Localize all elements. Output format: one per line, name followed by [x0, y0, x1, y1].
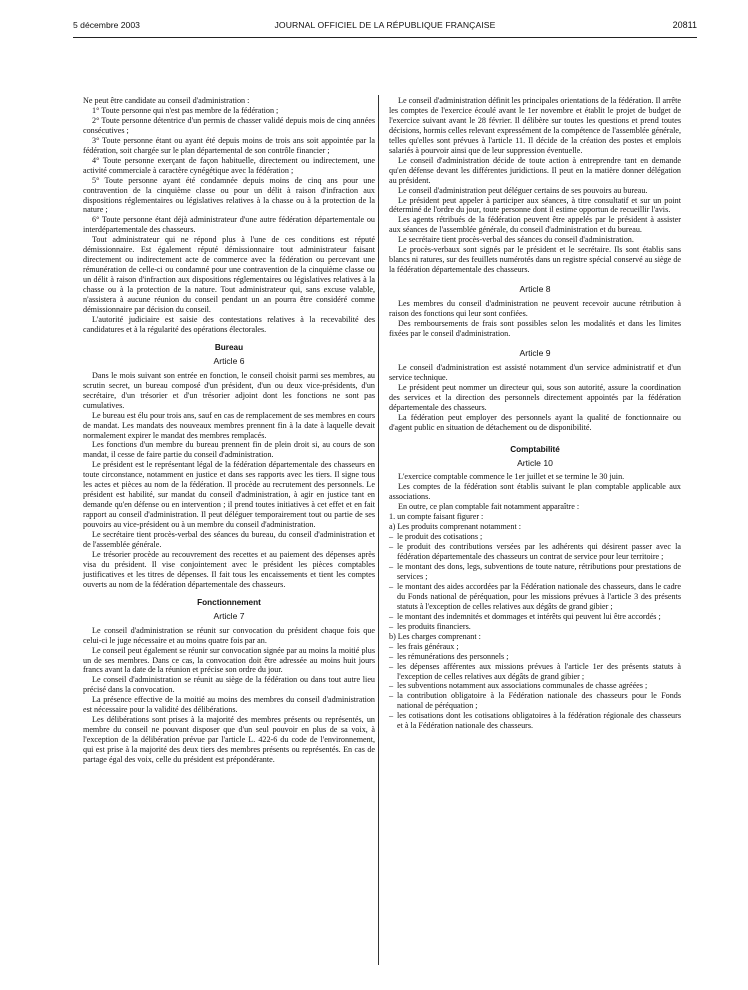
article-heading-9: Article 9: [519, 347, 551, 358]
paragraph: 4° Toute personne exerçant de façon habituelle, directement ou indirectement, une activité commerciale à caractère cynégétique avec la fédération ;: [83, 155, 375, 175]
article-heading-10: Article 10: [517, 457, 553, 468]
list-item: – les rémunérations des personnels ;: [389, 652, 681, 662]
list-item: – la contribution obligatoire à la Fédération nationale des chasseurs pour le Fonds national de péréquation ;: [389, 691, 681, 711]
paragraph: Le trésorier procède au recouvrement des recettes et au paiement des dépenses après visa du président. Il vise conjointement avec le président les pièces comptables justificatives et les titres de dépenses. Il fait tous les encaissements et tient les comptes ouverts au nom de la fédération départementale des chasseurs.: [83, 549, 375, 589]
paragraph: Le secrétaire tient procès-verbal des séances du bureau, du conseil d'administration et de l'assemblée générale.: [83, 530, 375, 549]
list-item: – le montant des indemnités et dommages et intérêts qui peuvent lui être accordés ;: [389, 612, 681, 622]
paragraph: Le président est le représentant légal de la fédération départementale des chasseurs en toute circonstance, notamment en justice et dans ses rapports avec les tiers. Il signe tous les actes et pièces au nom de la fédération. Il procède au recrutement des personnels. Le président est habilité, sur mandat du conseil d'administration, à agir en justice tant en demande qu'en défense ou en intervention ; il prend toutes initiatives à cet effet et en fait rapport au conseil d'administration. Il peut déléguer temporairement tout ou partie de ses pouvoirs au vice-président ou à un membre du conseil d'administration.: [83, 460, 375, 530]
paragraph: La présence effective de la moitié au moins des membres du conseil d'administration est nécessaire pour la validité des délibérations.: [83, 695, 375, 715]
list-item: – le produit des contributions versées par les adhérents qui désirent passer avec la fédération départementale des chasseurs un contrat de service pour leur territoire ;: [389, 542, 681, 562]
paragraph: Le bureau est élu pour trois ans, sauf en cas de remplacement de ses membres en cours de mandat. Les mandats des nouveaux membres prennent fin à la date à laquelle devait normalement expirer le mandat des membres remplacés.: [83, 410, 375, 440]
paragraph: Dans le mois suivant son entrée en fonction, le conseil choisit parmi ses membres, au scrutin secret, un bureau composé d'un président, d'un ou deux vice-présidents, d'un secrétaire, d'un trésorier et d'un trésorier adjoint dont les fonctions ne sont pas cumulatives.: [83, 370, 375, 410]
paragraph: Des remboursements de frais sont possibles selon les modalités et dans les limites fixées par le conseil d'administration.: [389, 319, 681, 338]
paragraph: Le président peut nommer un directeur qui, sous son autorité, assure la coordination des services et la direction des personnels directement appointés par la fédération départementale des chasseurs.: [389, 382, 681, 412]
header-title: JOURNAL OFFICIEL DE LA RÉPUBLIQUE FRANÇAISE: [274, 20, 496, 30]
article-heading-6: Article 6: [213, 355, 245, 366]
paragraph: L'autorité judiciaire est saisie des contestations relatives à la recevabilité des candidatures et à la régularité des opérations électorales.: [83, 314, 375, 334]
paragraph: Le conseil peut également se réunir sur convocation signée par au moins la moitié plus un de ses membres. Dans ce cas, la convocation doit être adressée au moins huit jours francs avant la date de la réunion et précise son ordre du jour.: [83, 645, 375, 675]
paragraph: Le président peut appeler à participer aux séances, à titre consultatif et sur un point déterminé de l'ordre du jour, toute personne dont il estime opportun de recueillir l'avis.: [389, 195, 681, 215]
list-item: – les cotisations dont les cotisations obligatoires à la fédération régionale des chasseurs et à la Fédération nationale des chasseurs.: [389, 711, 681, 731]
paragraph: Tout administrateur qui ne répond plus à l'une de ces conditions est réputé démissionnaire. Est également réputé démissionnaire tout administrateur faisant directement ou indirectement acte de commerce avec la fédération ou percevant une rémunération de celle-ci ou condamné pour une contravention de la cinquième classe ou un délit à raison d'infraction aux dispositions réglementaires ou législatives relatives à la chasse ou à la protection de la nature. Tout administrateur qui, sans excuse valable, n'assistera à aucune réunion du conseil pendant un an pourra être considéré comme démissionnaire par décision du conseil.: [83, 235, 375, 315]
list-item: – les dépenses afférentes aux missions prévues à l'article 1er des présents statuts à l'exception de celles relatives aux dégâts de grand gibier ;: [389, 662, 681, 682]
list-heading: a) Les produits comprenant notamment :: [389, 522, 521, 532]
paragraph: En outre, ce plan comptable fait notamment apparaître :: [398, 502, 580, 512]
paragraph: Le conseil d'administration peut déléguer certains de ses pouvoirs au bureau.: [398, 185, 648, 195]
paragraph: 5° Toute personne ayant été condamnée depuis moins de cinq ans pour une contravention de la cinquième classe ou pour un délit à raison d'infraction aux dispositions réglementaires ou législatives relatives à la chasse ou à la protection de la nature ;: [83, 175, 375, 215]
paragraph: Les comptes de la fédération sont établis suivant le plan comptable applicable aux associations.: [389, 482, 681, 502]
paragraph: Le conseil d'administration définit les principales orientations de la fédération. Il arrête les comptes de l'exercice écoulé avant le 1er novembre et établit le projet de budget de l'exercice suivant avant le 28 février. Il délibère sur toutes les questions et prend toutes décisions, hormis celles relevant expressément de la compétence de l'assemblée générale, telles qu'elles sont prévues à l'article 11. Il décide de la création des postes et emplois salariés à pourvoir ainsi que de leur suppression éventuelle.: [389, 96, 681, 155]
right-column: [389, 96, 681, 731]
section-heading-fonctionnement: Fonctionnement: [197, 597, 261, 607]
left-column: [83, 96, 375, 765]
paragraph: 6° Toute personne étant déjà administrateur d'une autre fédération départementale ou interdépartementale des chasseurs.: [83, 215, 375, 235]
column-divider: [378, 95, 379, 965]
paragraph: Les délibérations sont prises à la majorité des membres présents ou représentés, un membre du conseil ne pouvant disposer que d'un seul pouvoir en plus de sa voix, à l'exception de la délibération prévue par l'article L. 422-6 du code de l'environnement, qui est prise à la majorité des deux tiers des membres présents ou représentés. En cas de partage égal des voix, celle du président est prépondérante.: [83, 715, 375, 765]
paragraph: Les fonctions d'un membre du bureau prennent fin de plein droit si, au cours de son mandat, il cesse de faire partie du conseil d'administration.: [83, 440, 375, 460]
section-heading-bureau: Bureau: [214, 342, 244, 352]
list-item: – les frais généraux ;: [389, 642, 681, 652]
paragraph: La fédération peut employer des personnels ayant la qualité de fonctionnaire ou d'agent public en situation de détachement ou de disponibilité.: [389, 412, 681, 432]
paragraph: 3° Toute personne étant ou ayant été depuis moins de trois ans soit appointée par la fédération, soit chargée sur le plan départemental de son contrôle financier ;: [83, 135, 375, 155]
paragraph: Les agents rétribués de la fédération peuvent être appelés par le président à assister aux séances de l'assemblée générale, du conseil d'administration et du bureau.: [389, 215, 681, 235]
paragraph: 2° Toute personne détentrice d'un permis de chasser validé depuis mois de cinq années consécutives ;: [83, 115, 375, 135]
list-item: – le montant des dons, legs, subventions de toute nature, rétributions pour prestations de services ;: [389, 562, 681, 582]
list-heading: 1. un compte faisant figurer :: [389, 512, 484, 522]
paragraph: Le procès-verbaux sont signés par le président et le secrétaire. Ils sont établis sans blancs ni ratures, sur des feuillets numérotés dans un registre spécial conservé au siège de la fédération départementale des chasseurs.: [389, 245, 681, 275]
header-rule: [73, 37, 697, 38]
paragraph: Le conseil d'administration décide de toute action à entreprendre tant en demande qu'en défense devant les différentes juridictions. Il peut en la matière donner délégation au président.: [389, 155, 681, 185]
paragraph: Ne peut être candidate au conseil d'administration :: [83, 96, 250, 105]
paragraph: 1° Toute personne qui n'est pas membre de la fédération ;: [92, 105, 279, 115]
paragraph: L'exercice comptable commence le 1er juillet et se termine le 30 juin.: [398, 472, 625, 482]
paragraph: Les membres du conseil d'administration ne peuvent recevoir aucune rétribution à raison des fonctions qui leur sont confiées.: [389, 299, 681, 319]
paragraph: Le conseil d'administration se réunit au siège de la fédération ou dans tout autre lieu précisé dans la convocation.: [83, 675, 375, 695]
article-heading-7: Article 7: [213, 610, 245, 621]
header-date: 5 décembre 2003: [73, 20, 140, 30]
header-page-number: 20811: [672, 20, 697, 30]
list-item: – le montant des aides accordées par la Fédération nationale des chasseurs, dans le cadre du Fonds national de péréquation, pour les missions prévues à l'article 3 des présents statuts à l'exception de celles relatives aux dégâts de grand gibier ;: [389, 582, 681, 612]
list-heading: b) Les charges comprenant :: [389, 631, 481, 641]
list-item: – les subventions notamment aux associations communales de chasse agréées ;: [389, 681, 681, 691]
paragraph: Le conseil d'administration est assisté notamment d'un service administratif et d'un service technique.: [389, 362, 681, 382]
paragraph: Le secrétaire tient procès-verbal des séances du conseil d'administration.: [398, 235, 634, 245]
page-header: [73, 20, 697, 34]
article-heading-8: Article 8: [519, 284, 551, 295]
section-heading-comptabilite: Comptabilité: [510, 444, 560, 454]
list-item: – le produit des cotisations ;: [389, 532, 681, 542]
paragraph: Le conseil d'administration se réunit sur convocation du président chaque fois que celui-ci le juge nécessaire et au moins quatre fois par an.: [83, 625, 375, 645]
list-item: – les produits financiers.: [389, 622, 681, 632]
